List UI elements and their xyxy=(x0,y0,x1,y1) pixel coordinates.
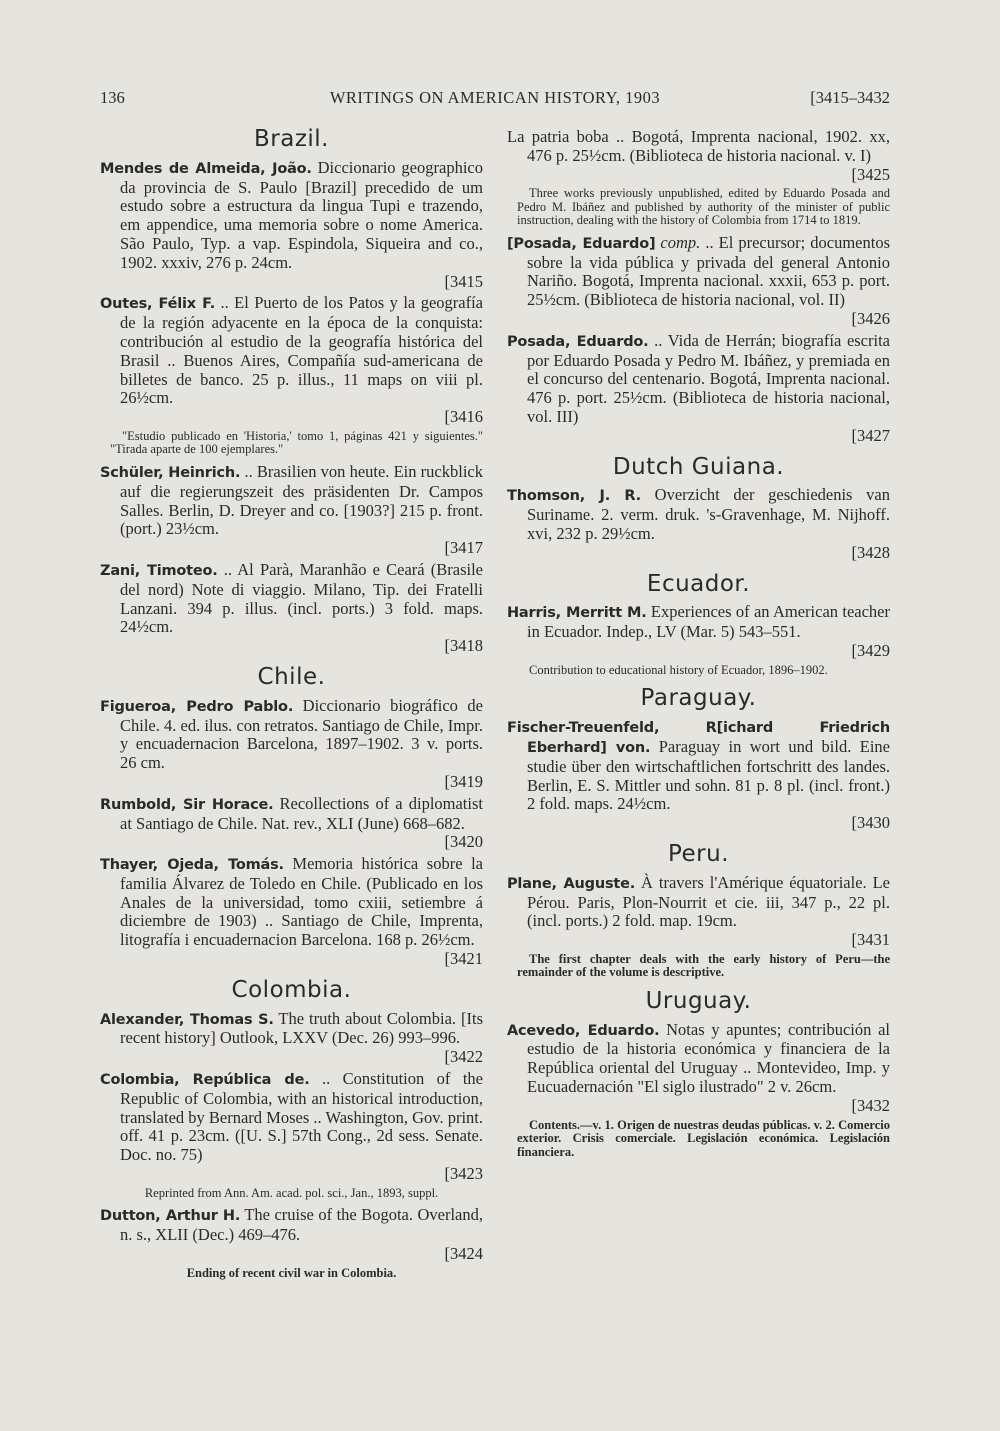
entry-author: Outes, Félix F. xyxy=(100,296,216,313)
entry-text: À travers l'Amérique équatoriale. Le Pérou. Paris, Plon-Nourrit et cie. iii, 347 p., 22 pl. (incl. ports.) 2 fold. map. 19cm. xyxy=(527,872,890,931)
entry-author: Thomson, J. R. xyxy=(507,488,641,505)
bib-entry-3419 xyxy=(100,697,483,792)
bib-entry-3416 xyxy=(100,294,483,427)
entry-number: [3420 xyxy=(444,832,483,852)
bib-entry-3418 xyxy=(100,561,483,656)
entry-number: [3421 xyxy=(444,949,483,969)
entry-number: [3431 xyxy=(851,930,890,950)
entry-author: Zani, Timoteo. xyxy=(100,562,218,579)
entry-author: Plane, Auguste. xyxy=(507,875,636,892)
entry-author: Fischer-Treuenfeld, R[ichard Friedrich Eberhard] von. xyxy=(507,720,890,756)
entry-text: .. El precursor; documentos sobre la vida pública y privada del general Antonio Nariño. Bogotá, Imprenta nacional. xxxii, 653 p. port. 25½cm. (Biblioteca de historia nacional, vol. II) xyxy=(527,232,890,310)
entry-text: .. El Puerto de los Patos y la geografía de la región adyacente en la época de la conquista: contribución al estudio de la geografía histórica del Brasil .. Buenos Aires, Compañía sud-americana de billetes de banco. 25 p. illus., 11 maps on viii pl. 26½cm. xyxy=(120,293,483,408)
bib-entry-3415 xyxy=(100,159,483,292)
entry-number: [3418 xyxy=(444,636,483,656)
entry-number: [3423 xyxy=(444,1164,483,1184)
bib-entry-3421 xyxy=(100,855,483,969)
running-head xyxy=(100,88,890,116)
section-heading-paraguay: Paraguay. xyxy=(640,685,757,712)
entry-note: Three works previously unpublished, edited by Eduardo Posada and Pedro M. Ibáñez and published by authority of the minister of public instruction, dealing with the history of Colombia from 1714 to 1819. xyxy=(517,186,890,228)
entry-author: Mendes de Almeida, João. xyxy=(100,160,312,177)
entry-note: Contribution to educational history of Ecuador, 1896–1902. xyxy=(529,662,828,677)
entry-note: The first chapter deals with the early history of Peru—the remainder of the volume is descriptive. xyxy=(517,951,890,980)
bib-entry-3430 xyxy=(507,718,890,833)
entry-note: Ending of recent civil war in Colombia. xyxy=(186,1265,397,1280)
section-heading-peru: Peru. xyxy=(667,840,730,867)
section-heading-colombia: Colombia. xyxy=(231,976,352,1003)
bib-entry-3417 xyxy=(100,463,483,558)
entry-number: [3424 xyxy=(444,1243,483,1263)
section-heading-dutch-guiana: Dutch Guiana. xyxy=(612,453,785,480)
entry-note: Reprinted from Ann. Am. acad. pol. sci., Jan., 1893, suppl. xyxy=(144,1185,439,1200)
entry-note: Contents.—v. 1. Origen de nuestras deudas públicas. v. 2. Comercio exterior. Crisis comerciale. Legislación económica. Legislación financiera. xyxy=(517,1117,890,1159)
entry-note: "Estudio publicado en 'Historia,' tomo 1, páginas 421 y siguientes." "Tirada aparte de 100 ejemplares." xyxy=(110,428,483,457)
entry-text: Diccionario geographico da provincia de S. Paulo [Brazil] precedido de um estudo sobre a estructura da lingua Tupi e trazendo, em appendice, uma memoria sobre o nome America. São Paulo, Typ. a vap. Espindola, Siqueira and co., 1902. xxxiv, 276 p. 24cm. xyxy=(120,157,483,272)
bib-entry-3424 xyxy=(100,1206,483,1263)
entry-number: [3422 xyxy=(444,1047,483,1067)
entry-author: Rumbold, Sir Horace. xyxy=(100,796,274,813)
entry-text: La patria boba .. Bogotá, Imprenta nacional, 1902. xx, 476 p. 25½cm. (Biblioteca de historia nacional. v. I) xyxy=(507,127,890,165)
entry-text: Memoria histórica sobre la familia Álvarez de Toledo en Chile. (Publicado en los Anales de la universidad, tomo cxiii, setiembre á diciembre de 1903) .. Santiago de Chile, Imprenta, litografía i encuadernacion Barcelona. 168 p. 26½cm. xyxy=(120,854,483,950)
entry-text: .. Al Parà, Maranhão e Ceará (Brasile del nord) Note di viaggio. Milano, Tip. dei Fratelli Lanzani. 394 p. illus. (incl. ports.) 3 fold. maps. 24½cm. xyxy=(120,559,484,637)
page-number: 136 xyxy=(100,88,125,107)
entry-text: .. Brasilien von heute. Ein ruckblick auf die regierungszeit des präsidenten Dr. Campos Salles. Berlin, D. Dreyer and co. [1903?] 215 p. front. (port.) 23½cm. xyxy=(120,461,483,539)
entry-text: Overzicht der geschiedenis van Suriname. 2. verm. druk. 's-Gravenhage, M. Nijhoff. xvi, 232 p. 29½cm. xyxy=(527,485,890,544)
entry-role: comp. xyxy=(655,232,701,252)
section-heading-uruguay: Uruguay. xyxy=(645,987,752,1014)
entry-number: [3426 xyxy=(851,309,890,329)
entry-author: [Posada, Eduardo] xyxy=(507,235,656,252)
entry-author: Alexander, Thomas S. xyxy=(100,1011,274,1028)
bib-entry-3420 xyxy=(100,795,483,852)
entry-number: [3428 xyxy=(851,542,890,562)
entry-author: Colombia, República de. xyxy=(100,1072,310,1089)
entry-number: [3432 xyxy=(851,1095,890,1115)
entry-number: [3416 xyxy=(444,407,483,427)
bib-entry-3428 xyxy=(507,486,890,562)
entry-range: [3415–3432 xyxy=(810,88,890,107)
entry-text: .. Constitution of the Republic of Colombia, with an historical introduction, translated by Bernard Moses .. Washington, Gov. print. off. 41 p. 23cm. ([U. S.] 57th Cong., 2d sess. Senate. Doc. no. 75) xyxy=(120,1069,484,1165)
entry-text: .. Vida de Herrán; biografía escrita por Eduardo Posada y Pedro M. Ibáñez, y premiada en el concurso del centenario. Bogotá, Imprenta nacional. 476 p. port. 25½cm. (Biblioteca de historia nacional, vol. III) xyxy=(527,330,890,427)
bib-entry-3422 xyxy=(100,1010,483,1067)
entry-text: Notas y apuntes; contribución al estudio de la historia económica y financiera de la República oriental del Uruguay .. Montevideo, Imp. y Eucuadernación "El siglo ilustrado" 2 v. 26cm. xyxy=(527,1019,890,1097)
entry-author: Posada, Eduardo. xyxy=(507,333,649,350)
entry-author: Figueroa, Pedro Pablo. xyxy=(100,698,294,715)
entry-number: [3429 xyxy=(851,641,890,661)
bib-entry-3429 xyxy=(507,603,890,660)
entry-number: [3425 xyxy=(851,164,890,184)
section-heading-ecuador: Ecuador. xyxy=(646,570,751,597)
entry-text: The truth about Colombia. [Its recent history] Outlook, LXXV (Dec. 26) 993–996. xyxy=(120,1008,483,1048)
entry-text: Paraguay in wort und bild. Eine studie über den wirtschaftlichen fortschritt des landes. Berlin, E. S. Mittler und sohn. 81 p. 8 pl. (incl. front.) 2 fold. maps. 24½cm. xyxy=(527,736,890,814)
entry-author: Acevedo, Eduardo. xyxy=(507,1022,660,1039)
entry-number: [3417 xyxy=(444,538,483,558)
section-heading-brazil: Brazil. xyxy=(254,126,329,152)
right-column xyxy=(507,128,890,1165)
entry-author: Harris, Merritt M. xyxy=(507,605,647,622)
entry-number: [3415 xyxy=(444,271,483,291)
bib-entry-3432 xyxy=(507,1021,890,1116)
running-title: WRITINGS ON AMERICAN HISTORY, 1903 xyxy=(329,88,661,107)
bib-entry-3425 xyxy=(507,128,890,184)
bib-entry-3423 xyxy=(100,1070,483,1184)
entry-text: The cruise of the Bogota. Overland, n. s., XLII (Dec.) 469–476. xyxy=(120,1205,483,1245)
entry-author: Thayer, Ojeda, Tomás. xyxy=(100,857,284,874)
entry-author: Schüler, Heinrich. xyxy=(100,464,241,481)
entry-text: Experiences of an American teacher in Ecuador. Indep., LV (Mar. 5) 543–551. xyxy=(527,602,890,642)
section-heading-chile: Chile. xyxy=(257,663,326,690)
entry-number: [3419 xyxy=(444,771,483,791)
entry-text: Recollections of a diplomatist at Santiago de Chile. Nat. rev., XLI (June) 668–682. xyxy=(120,793,483,833)
bib-entry-3426 xyxy=(507,234,890,329)
entry-number: [3427 xyxy=(851,425,890,445)
entry-text: Diccionario biográfico de Chile. 4. ed. ilus. con retratos. Santiago de Chile, Impr. y encuadernacion Barcelona, 1897–1902. 3 v. ports. 26 cm. xyxy=(120,695,484,773)
bib-entry-3427 xyxy=(507,332,890,446)
entry-number: [3430 xyxy=(851,813,890,833)
bib-entry-3431 xyxy=(507,874,890,950)
entry-author: Dutton, Arthur H. xyxy=(100,1208,241,1225)
left-column xyxy=(100,128,483,1286)
